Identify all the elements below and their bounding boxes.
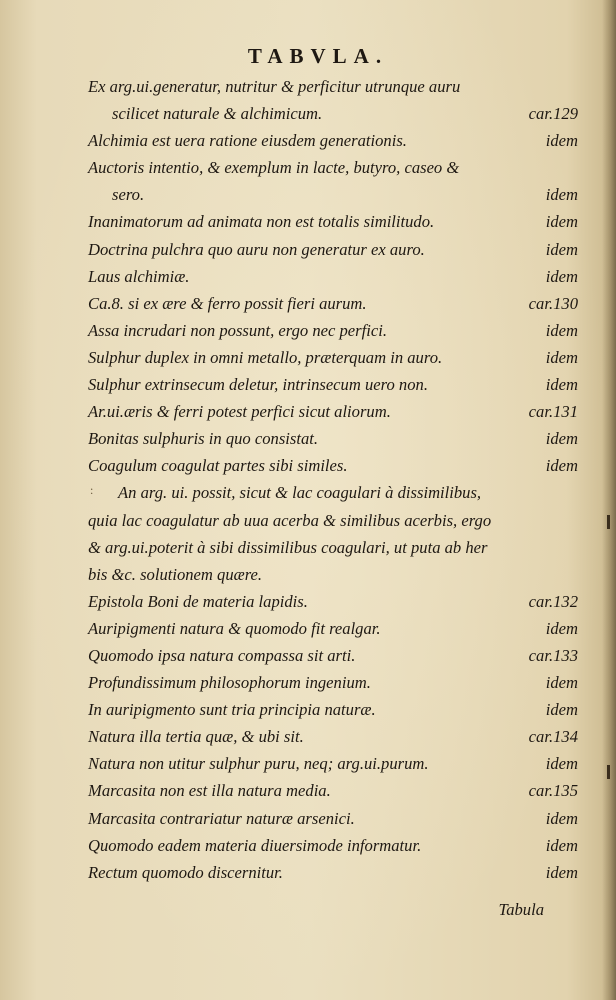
- entry-text: Marcasita contrariatur naturæ arsenici.: [88, 808, 355, 828]
- index-entry: [88, 154, 578, 181]
- entry-text: Auripigmenti natura & quomodo fit realgar.: [88, 618, 381, 638]
- entry-text: scilicet naturale & alchimicum.: [112, 104, 323, 124]
- index-entry: [88, 452, 578, 479]
- index-entry: [88, 561, 578, 588]
- entry-page-ref: car.129: [528, 104, 578, 124]
- entry-page-ref: idem: [545, 754, 578, 774]
- edge-mark: [607, 765, 610, 779]
- entry-page-ref: idem: [545, 320, 578, 340]
- index-entry: [88, 777, 578, 804]
- entry-page-ref: idem: [545, 700, 578, 720]
- entry-text: Sulphur duplex in omni metallo, præterquam in auro.: [88, 347, 443, 367]
- index-entry: [88, 669, 578, 696]
- page-gutter-shadow: [602, 0, 616, 1000]
- index-entry: [88, 805, 578, 832]
- entry-page-ref: idem: [545, 808, 578, 828]
- index-entry: [88, 832, 578, 859]
- entry-text: Bonitas sulphuris in quo consistat.: [88, 429, 319, 449]
- running-head: TABVLA.: [247, 44, 389, 68]
- entry-page-ref: car.134: [528, 727, 578, 747]
- entry-text: Sulphur extrinsecum deletur, intrinsecum uero non.: [88, 375, 428, 395]
- entry-page-ref: idem: [545, 673, 578, 693]
- index-entries: [88, 73, 578, 886]
- entry-text: Doctrina pulchra quo auru non generatur ex auro.: [88, 239, 425, 259]
- entry-text: Laus alchimiæ.: [88, 266, 190, 286]
- entry-text: Inanimatorum ad animata non est totalis similitudo.: [88, 212, 435, 232]
- index-entry: [88, 750, 578, 777]
- index-entry: [88, 398, 578, 425]
- index-entry: [88, 236, 578, 263]
- entry-text: Profundissimum philosophorum ingenium.: [88, 673, 371, 693]
- entry-page-ref: car.135: [528, 781, 578, 801]
- index-entry: [88, 344, 578, 371]
- entry-text: Natura illa tertia quæ, & ubi sit.: [88, 727, 304, 747]
- index-entry: [88, 371, 578, 398]
- catchword: Tabula: [498, 900, 544, 919]
- index-entry: [88, 425, 578, 452]
- entry-page-ref: car.132: [528, 591, 578, 611]
- index-entry: [88, 507, 578, 534]
- index-entry: [88, 208, 578, 235]
- entry-page-ref: idem: [545, 375, 578, 395]
- entry-page-ref: idem: [545, 185, 578, 205]
- index-entry: [88, 534, 578, 561]
- index-entry: [88, 73, 578, 100]
- entry-text: An arg. ui. possit, sicut & lac coagulari à dissimilibus,: [118, 483, 482, 503]
- entry-text: sero.: [112, 185, 145, 205]
- entry-page-ref: car.133: [528, 645, 578, 665]
- entry-page-ref: idem: [545, 131, 578, 151]
- entry-text: Auctoris intentio, & exemplum in lacte, butyro, caseo &: [88, 158, 460, 178]
- index-entry: [88, 181, 578, 208]
- index-entry: [88, 317, 578, 344]
- entry-text: quia lac coagulatur ab uua acerba & similibus acerbis, ergo: [88, 510, 492, 530]
- index-entry: [88, 696, 578, 723]
- entry-text: Marcasita non est illa natura media.: [88, 781, 331, 801]
- entry-text: Ca.8. si ex ære & ferro possit fieri aurum.: [88, 293, 367, 313]
- entry-page-ref: car.131: [528, 402, 578, 422]
- index-entry: [88, 615, 578, 642]
- entry-text: Quomodo ipsa natura compassa sit arti.: [88, 645, 356, 665]
- entry-text: bis &c. solutionem quære.: [88, 564, 263, 584]
- entry-page-ref: idem: [545, 429, 578, 449]
- index-entry: [88, 290, 578, 317]
- index-entry: [88, 859, 578, 886]
- index-entry: [88, 263, 578, 290]
- entry-page-ref: idem: [545, 212, 578, 232]
- entry-text: Ex arg.ui.generatur, nutritur & perficitur utrunque auru: [88, 77, 461, 96]
- index-entry: [88, 479, 578, 506]
- entry-text: Rectum quomodo discernitur.: [88, 862, 283, 882]
- entry-page-ref: car.130: [528, 293, 578, 313]
- entry-text: Epistola Boni de materia lapidis.: [88, 591, 308, 611]
- entry-page-ref: idem: [545, 618, 578, 638]
- entry-text: Assa incrudari non possunt, ergo nec perfici.: [88, 320, 387, 340]
- entry-text: Quomodo eadem materia diuersimode informatur.: [88, 835, 422, 855]
- index-entry: [88, 127, 578, 154]
- index-entry: [88, 588, 578, 615]
- entry-text: Natura non utitur sulphur puru, neq; arg.ui.purum.: [88, 754, 429, 774]
- entry-page-ref: idem: [545, 862, 578, 882]
- index-entry: [88, 642, 578, 669]
- entry-text: & arg.ui.poterit à sibi dissimilibus coagulari, ut puta ab her: [88, 537, 488, 557]
- entry-page-ref: idem: [545, 266, 578, 286]
- margin-mark: :: [90, 483, 94, 497]
- entry-text: Alchimia est uera ratione eiusdem generationis.: [88, 131, 407, 151]
- entry-page-ref: idem: [545, 347, 578, 367]
- entry-page-ref: idem: [545, 835, 578, 855]
- entry-text: In auripigmento sunt tria principia naturæ.: [88, 700, 376, 720]
- edge-mark: [607, 515, 610, 529]
- entry-page-ref: idem: [545, 456, 578, 476]
- entry-page-ref: idem: [545, 239, 578, 259]
- entry-text: Ar.ui.æris & ferri potest perfici sicut aliorum.: [88, 402, 391, 422]
- index-entry: [88, 100, 578, 127]
- index-entry: [88, 723, 578, 750]
- entry-text: Coagulum coagulat partes sibi similes.: [88, 456, 348, 476]
